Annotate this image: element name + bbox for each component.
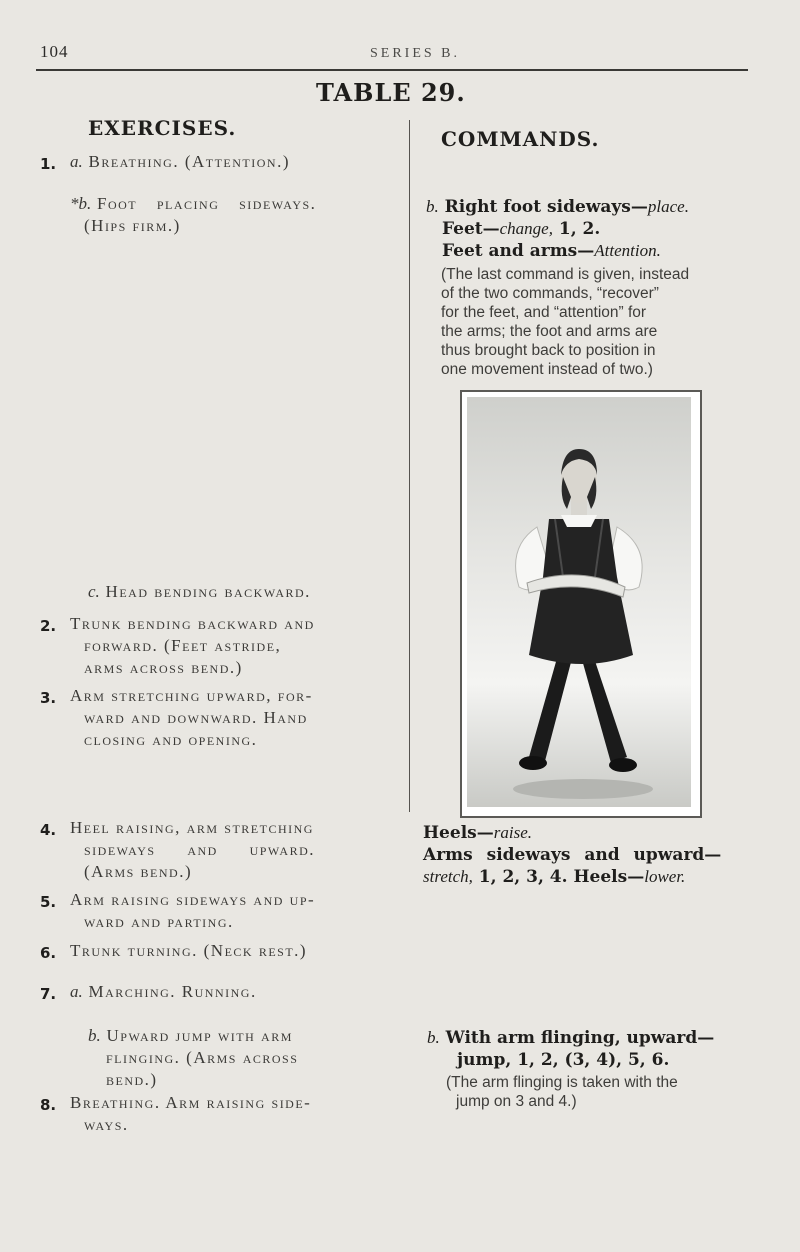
exercise-text: Arm raising sideways and up- xyxy=(70,890,316,909)
exercise-text: ward and parting. xyxy=(84,912,234,931)
command-text: Feet— xyxy=(442,219,500,239)
command-text: Right foot sideways— xyxy=(444,197,648,217)
exercise-text: Marching. Running. xyxy=(88,982,257,1001)
left-foot xyxy=(519,756,547,770)
column-divider xyxy=(409,120,410,812)
page-number: 104 xyxy=(40,42,69,61)
exercise-number: 8. xyxy=(40,1096,57,1114)
exercise-number: 3. xyxy=(40,689,57,707)
exercise-text: sideways and upward. xyxy=(84,840,315,859)
exercises-column-heading: EXERCISES. xyxy=(88,116,237,140)
exercise-8 xyxy=(70,1092,311,1136)
command-count: 1, 2, 3, 4. xyxy=(472,867,568,887)
exercise-photograph xyxy=(460,390,702,818)
exercise-text: Head bending backward. xyxy=(105,582,311,601)
collar xyxy=(561,515,597,527)
right-foot xyxy=(609,758,637,772)
exercise-7b xyxy=(88,1025,298,1091)
item-letter: a. xyxy=(70,982,83,1001)
exercise-1a xyxy=(70,151,290,173)
exercise-2 xyxy=(70,613,315,679)
exercise-text: Breathing. (Attention.) xyxy=(88,152,290,171)
item-letter: b. xyxy=(88,1026,101,1045)
item-letter: b. xyxy=(427,1028,440,1047)
command-4 xyxy=(423,822,721,888)
note-line: one movement instead of two.) xyxy=(441,361,653,378)
exercise-text: closing and opening. xyxy=(84,730,258,749)
note-line: thus brought back to position in xyxy=(441,342,656,359)
table-title: TABLE 29. xyxy=(316,78,466,107)
command-text: Arms sideways and upward— xyxy=(423,845,722,865)
exercise-1b xyxy=(70,193,316,237)
exercise-text: Upward jump with arm xyxy=(106,1026,293,1045)
command-text: Heels— xyxy=(567,867,645,887)
note-line: (The arm flinging is taken with the xyxy=(446,1074,678,1091)
exercise-text: Arm stretching upward, for- xyxy=(70,686,313,705)
exercise-1c xyxy=(88,581,311,603)
photo-background xyxy=(467,397,691,807)
commands-column-heading: COMMANDS. xyxy=(441,127,600,151)
exercise-number: 5. xyxy=(40,893,57,911)
header-rule xyxy=(36,69,748,71)
command-text: Feet and arms— xyxy=(442,241,595,261)
note-line: (The last command is given, instead xyxy=(441,266,690,283)
command-word: stretch, xyxy=(423,867,473,886)
exercise-text: ward and downward. Hand xyxy=(84,708,308,727)
exercise-text: ways. xyxy=(84,1115,129,1134)
item-letter: b. xyxy=(426,197,439,216)
exercise-text: (Arms bend.) xyxy=(84,862,193,881)
girl-figure-illustration xyxy=(467,397,691,807)
exercise-7a xyxy=(70,981,257,1003)
command-word: Attention. xyxy=(594,241,661,260)
command-count: 1, 2. xyxy=(552,219,601,239)
exercise-text: Trunk bending backward and xyxy=(70,614,315,633)
note-line: the arms; the foot and arms are xyxy=(441,323,658,340)
command-text: With arm flinging, upward— xyxy=(445,1028,715,1048)
exercise-text: Heel raising, arm stretching xyxy=(70,818,314,837)
exercise-number: 2. xyxy=(40,617,57,635)
command-word: place. xyxy=(647,197,689,216)
item-letter: a. xyxy=(70,152,83,171)
command-word: lower. xyxy=(644,867,686,886)
exercise-number: 6. xyxy=(40,944,57,962)
command-word: raise. xyxy=(493,823,532,842)
exercise-text: Breathing. Arm raising side- xyxy=(70,1093,312,1112)
exercise-text: Foot placing sideways. xyxy=(97,194,317,213)
command-7b-note xyxy=(446,1073,678,1111)
command-1b-note xyxy=(441,265,689,379)
exercise-text: Trunk turning. (Neck rest.) xyxy=(70,941,308,960)
exercise-4 xyxy=(70,817,315,883)
exercise-number: 4. xyxy=(40,821,57,839)
note-line: jump on 3 and 4.) xyxy=(456,1093,577,1110)
exercise-text: (Hips firm.) xyxy=(84,216,181,235)
floor-shadow xyxy=(513,779,653,799)
command-text: jump, 1, 2, (3, 4), 5, 6. xyxy=(457,1050,670,1070)
exercise-3 xyxy=(70,685,313,751)
exercise-number: 1. xyxy=(40,155,57,173)
command-text: Heels— xyxy=(423,823,494,843)
note-line: of the two commands, “recover” xyxy=(441,285,659,302)
exercise-text: arms across bend.) xyxy=(84,658,243,677)
exercise-6 xyxy=(70,940,307,962)
exercise-number: 7. xyxy=(40,985,57,1003)
command-word: change, xyxy=(499,219,553,238)
item-letter: *b. xyxy=(70,194,92,213)
command-7b xyxy=(427,1027,714,1071)
command-1b xyxy=(426,196,689,262)
exercise-5 xyxy=(70,889,315,933)
running-head: SERIES B. xyxy=(370,46,461,61)
exercise-text: bend.) xyxy=(106,1070,158,1089)
exercise-text: forward. (Feet astride, xyxy=(84,636,282,655)
note-line: for the feet, and “attention” for xyxy=(441,304,647,321)
item-letter: c. xyxy=(88,582,100,601)
exercise-text: flinging. (Arms across xyxy=(106,1048,299,1067)
